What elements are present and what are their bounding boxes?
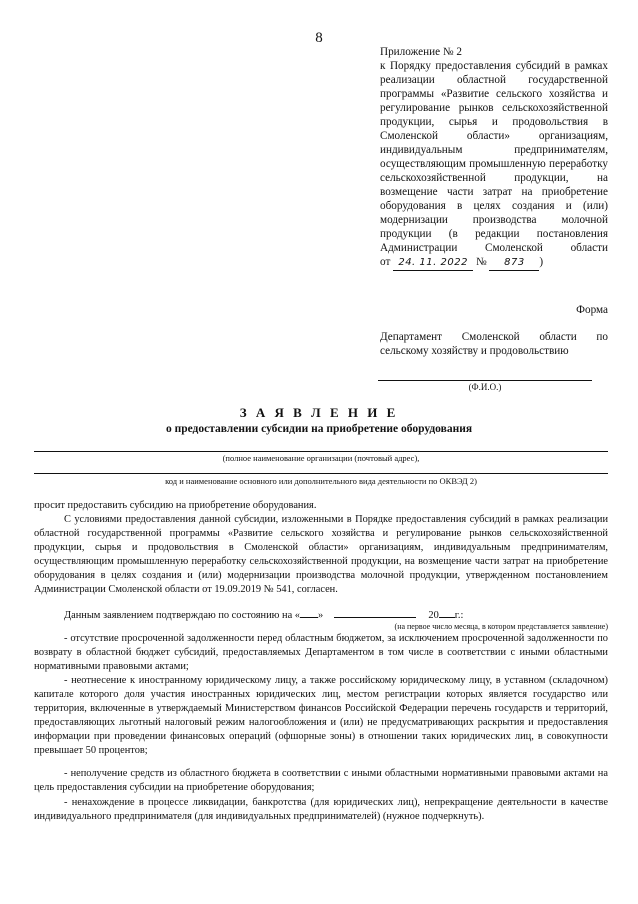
appendix-title: Приложение № 2 — [380, 46, 462, 58]
bullet-no-other-funds: - неполучение средств из областного бюджета в соответствии с иными областными нормативными правовыми актами на цель предоставления субсидии на приобретение оборудования; — [34, 768, 608, 793]
from-label: от — [380, 256, 391, 268]
handwritten-number: 873 — [489, 256, 539, 271]
confirm-line — [34, 609, 608, 623]
bullet-no-debt: - отсутствие просроченной задолженности перед областным бюджетом, за исключением просроченной задолженности по возврату в областной бюджет субсидий, предоставляемых Департаментом в том числе в соответствии с иными областными нормативными правовыми актами; — [34, 633, 608, 672]
confirm-end: г.: — [454, 610, 464, 621]
fio-caption: (Ф.И.О.) — [468, 382, 502, 392]
asks-paragraph: просит предоставить субсидию на приобретение оборудования. — [34, 500, 317, 511]
appendix-header — [380, 45, 608, 271]
appendix-body: к Порядку предоставления субсидий в рамках реализации областной государственной программы «Развитие сельского хозяйства и регулирование рынков сельскохозяйственной продукции, сырья и продовольствия в Смоленской области» организациям, индивидуальным предпринимателям, осуществляющим промышленную переработку сельскохозяйственной продукции, на возмещение части затрат на приобретение оборудования в целях создания и (или) модернизации производства молочной продукции (в редакции постановления Администрации Смоленской области — [380, 60, 608, 254]
month-blank[interactable] — [334, 617, 416, 618]
year-blank[interactable] — [439, 617, 455, 618]
day-blank[interactable] — [300, 617, 318, 618]
okved-caption: код и наименование основного или дополнительного вида деятельности по ОКВЭД 2) — [165, 476, 477, 486]
document-subheading: о предоставлении субсидии на приобретение оборудования — [165, 423, 473, 435]
department-line-1: Департамент Смоленской области по — [380, 331, 608, 343]
number-label: № — [475, 256, 487, 268]
handwritten-date: 24. 11. 2022 — [393, 256, 473, 271]
appendix-date-line — [380, 255, 608, 271]
close-paren: ) — [539, 256, 544, 268]
bullet-not-foreign: - неотнесение к иностранному юридическому лицу, а также российскому юридическому лицу, в уставном (складочном) капитале которого доля участия иностранных юридических лиц, местом регистрации которых является государство или территория, включенные в утверждаемый Министерством финансов Российской Федерации перечень государств и территорий, предоставляющих льготный налоговый режим налогообложения и (или) не предусматривающих раскрытия и предоставления информации при проведении финансовых операций (офшорные зоны) в отношении таких юридических лиц, в совокупности превышает 50 процентов; — [34, 675, 608, 756]
fio-blank-line[interactable] — [378, 380, 592, 381]
bullet-not-liquidation: - ненахождение в процессе ликвидации, банкротства (для юридических лиц), непрекращение деятельности в качестве индивидуального предпринимателя (для индивидуальных предпринимателей) (нужное подчеркнуть). — [34, 797, 608, 822]
document-heading: З А Я В Л Е Н И Е — [239, 405, 399, 420]
date-caption: (на первое число месяца, в котором представляется заявление) — [394, 622, 608, 631]
year-prefix: 20 — [428, 610, 439, 621]
confirm-quote: » — [317, 610, 324, 621]
page-number: 8 — [315, 30, 323, 46]
conditions-paragraph: С условиями предоставления данной субсидии, изложенными в Порядке предоставления субсидий в рамках реализации областной государственной программы «Развитие сельского хозяйства и регулирование рынков сельскохозяйственной продукции, сырья и продовольствия в Смоленской области» организациям, индивидуальным предпринимателям, осуществляющим промышленную переработку сельскохозяйственной продукции, на возмещение части затрат на приобретение оборудования в целях создания и (или) модернизации производства молочной продукции, утвержденном постановлением Администрации Смоленской области от 19.09.2019 № 541, согласен. — [34, 514, 608, 595]
okved-blank-line[interactable] — [34, 473, 608, 474]
org-name-blank-line[interactable] — [34, 451, 608, 452]
form-label: Форма — [576, 304, 608, 316]
department-line-2: сельскому хозяйству и продовольствию — [380, 345, 569, 357]
confirm-text: Данным заявлением подтверждаю по состоянию на « — [64, 610, 300, 621]
org-name-caption: (полное наименование организации (почтовый адрес), — [222, 453, 420, 463]
